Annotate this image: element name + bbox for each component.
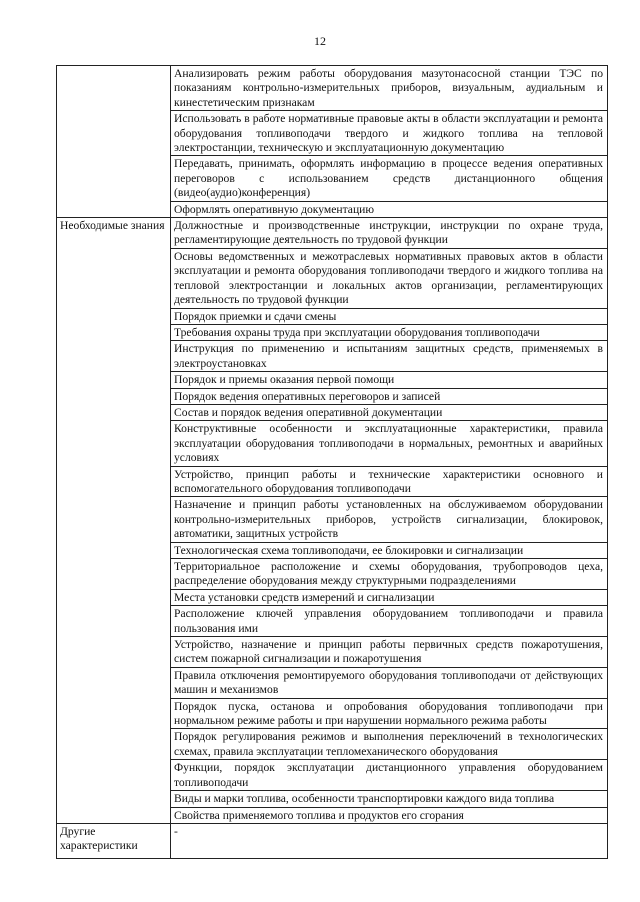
skills-row <box>57 66 608 111</box>
competency-table-body <box>57 66 608 859</box>
item-text: Порядок и приемы оказания первой помощи <box>171 372 608 388</box>
item-text: Основы ведомственных и межотраслевых нормативных правовых актов в области эксплуатации и ремонта оборудования топливоподачи твердого и жидкого топлива на тепловой электростанции и локальных актов организации, регламентирующих деятельность по трудовой функции <box>171 248 608 308</box>
other-label: Другие характеристики <box>57 823 171 858</box>
item-text: Места установки средств измерений и сигнализации <box>171 589 608 605</box>
item-text: Использовать в работе нормативные правовые акты в области эксплуатации и ремонта оборудования топливоподачи твердого и жидкого топлива на тепловой электростанции, техническую и эксплуатационную документацию <box>171 111 608 156</box>
item-text: Порядок ведения оперативных переговоров и записей <box>171 388 608 404</box>
item-text: Устройство, назначение и принцип работы первичных средств пожаротушения, систем пожарной сигнализации и пожаротушения <box>171 637 608 668</box>
skills-label-cell <box>57 66 171 218</box>
item-text: Назначение и принцип работы установленных на обслуживаемом оборудовании контрольно-измерительных приборов, устройств сигнализации, блокировок, автоматики, защитных устройств <box>171 497 608 542</box>
item-text: Расположение ключей управления оборудованием топливоподачи и правила пользования ими <box>171 606 608 637</box>
other-value: - <box>171 823 608 858</box>
item-text: Порядок регулирования режимов и выполнения переключений в технологических схемах, правила эксплуатации тепломеханического оборудования <box>171 729 608 760</box>
item-text: Должностные и производственные инструкции, инструкции по охране труда, регламентирующие деятельность по трудовой функции <box>171 218 608 249</box>
item-text: Технологическая схема топливоподачи, ее блокировки и сигнализации <box>171 542 608 558</box>
knowledge-label: Необходимые знания <box>57 218 171 824</box>
item-text: Функции, порядок эксплуатации дистанционного управления оборудованием топливоподачи <box>171 760 608 791</box>
competency-table <box>56 65 608 859</box>
knowledge-row <box>57 218 608 249</box>
item-text: Порядок приемки и сдачи смены <box>171 308 608 324</box>
page-number: 12 <box>314 34 326 48</box>
item-text: Состав и порядок ведения оперативной документации <box>171 404 608 420</box>
item-text: Требования охраны труда при эксплуатации оборудования топливоподачи <box>171 324 608 340</box>
item-text: Порядок пуска, останова и опробования оборудования топливоподачи при нормальном режиме работы и при нарушении нормального режима работы <box>171 698 608 729</box>
item-text: Передавать, принимать, оформлять информацию в процессе ведения оперативных переговоров с использованием средств дистанционного общения (видео(аудио)конференция) <box>171 156 608 201</box>
item-text: Территориальное расположение и схемы оборудования, трубопроводов цеха, распределение оборудования между структурными подразделениями <box>171 559 608 590</box>
item-text: Оформлять оперативную документацию <box>171 201 608 217</box>
item-text: Правила отключения ремонтируемого оборудования топливоподачи от действующих машин и механизмов <box>171 667 608 698</box>
item-text: Устройство, принцип работы и технические характеристики основного и вспомогательного оборудования топливоподачи <box>171 466 608 497</box>
item-text: Конструктивные особенности и эксплуатационные характеристики, правила эксплуатации оборудования топливоподачи в нормальных, ремонтных и аварийных условиях <box>171 421 608 466</box>
other-row <box>57 823 608 858</box>
item-text: Инструкция по применению и испытаниям защитных средств, применяемых в электроустановках <box>171 341 608 372</box>
item-text: Анализировать режим работы оборудования мазутонасосной станции ТЭС по показаниям контрольно-измерительных приборов, визуальным, аудиальным и кинестетическим признакам <box>171 66 608 111</box>
item-text: Виды и марки топлива, особенности транспортировки каждого вида топлива <box>171 791 608 807</box>
item-text: Свойства применяемого топлива и продуктов его сгорания <box>171 807 608 823</box>
